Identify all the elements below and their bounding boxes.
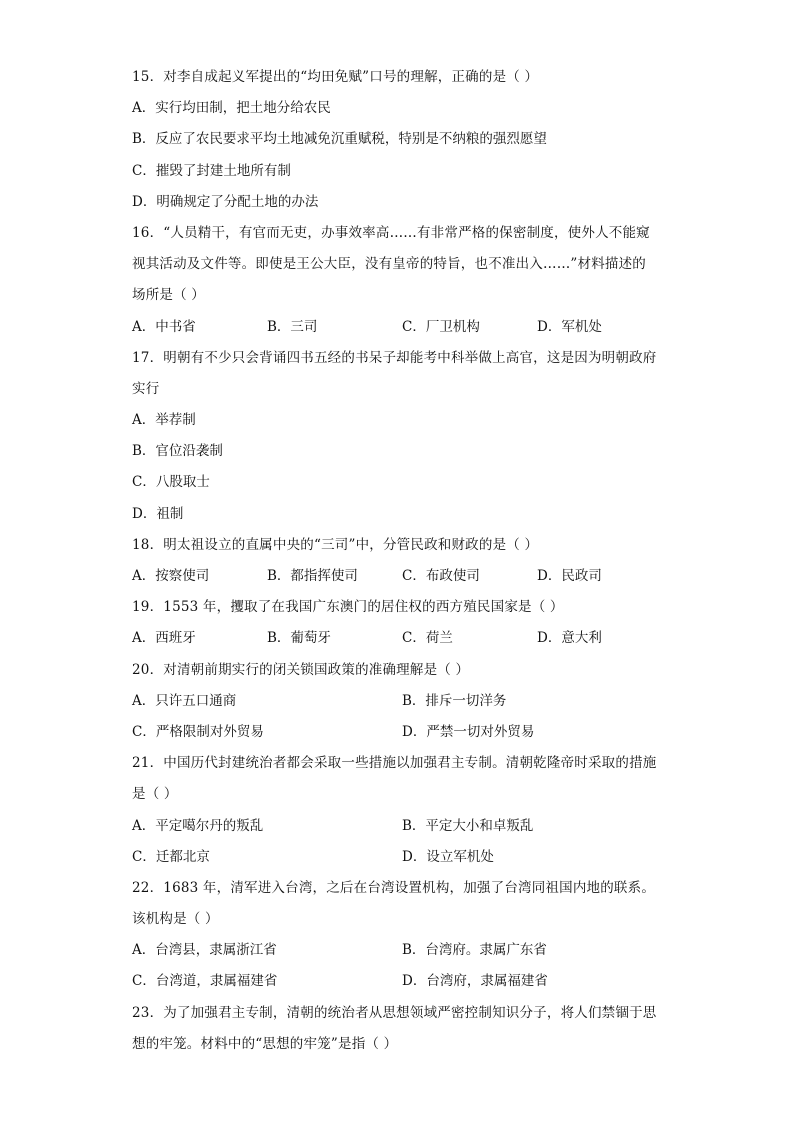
answer-option: B．平定大小和卓叛乱 (402, 817, 534, 834)
answer-option: A．平定噶尔丹的叛乱 (132, 817, 264, 834)
answer-option: D．祖制 (132, 505, 184, 522)
question-stem-line: 20．对清朝前期实行的闭关锁国政策的准确理解是（ ） (132, 661, 470, 678)
options-row (132, 717, 672, 748)
answer-option: C．严格限制对外贸易 (132, 723, 264, 740)
answer-option: A．实行均田制，把土地分给农民 (132, 100, 331, 117)
question-block (132, 343, 672, 530)
options-row (132, 935, 672, 966)
question-block (132, 218, 672, 343)
question-block (132, 873, 672, 998)
question-block (132, 998, 672, 1060)
answer-option: D．民政司 (537, 568, 602, 584)
answer-option: D．严禁一切对外贸易 (402, 723, 535, 740)
question-stem-line: 视其活动及文件等。即使是王公大臣，没有皇帝的特旨，也不准出入……”材料描述的 (132, 256, 647, 273)
question-stem-line: 18．明太祖设立的直属中央的“三司”中，分管民政和财政的是（ ） (132, 536, 539, 553)
question-stem-line: 15．对李自成起义军提出的“均田免赋”口号的理解，正确的是（ ） (132, 69, 539, 85)
question-stem-line: 是（ ） (132, 786, 178, 803)
question-stem-line: 实行 (132, 380, 160, 397)
question-stem-line: 23．为了加强君主专制，清朝的统治者从思想领域严密控制知识分子，将人们禁锢于思 (132, 1004, 657, 1021)
answer-option: C．台湾道，隶属福建省 (132, 973, 278, 990)
answer-option: D．意大利 (537, 630, 602, 647)
answer-option: B．葡萄牙 (267, 630, 331, 647)
answer-option: D．明确规定了分配土地的办法 (132, 193, 319, 210)
answer-option: C．迁都北京 (132, 848, 210, 865)
answer-option: C．厂卫机构 (402, 318, 480, 335)
question-block (132, 530, 672, 592)
question-block (132, 592, 672, 654)
answer-option: B．官位沿袭制 (132, 443, 223, 460)
answer-option: D．设立军机处 (402, 848, 494, 865)
question-block (132, 655, 672, 749)
options-row (132, 811, 672, 842)
answer-option: A．西班牙 (132, 630, 196, 647)
answer-option: A．中书省 (132, 318, 196, 335)
question-block (132, 748, 672, 873)
options-row (132, 561, 672, 592)
answer-option: C．荷兰 (402, 630, 453, 647)
answer-option: A．举荐制 (132, 412, 196, 429)
question-sheet (132, 62, 672, 1060)
question-stem-line: 该机构是（ ） (132, 911, 219, 928)
answer-option: B．都指挥使司 (267, 568, 358, 584)
options-row (132, 842, 672, 873)
question-stem-line: 想的牢笼。材料中的“思想的牢笼”是指（ ） (132, 1035, 398, 1052)
answer-option: C．布政使司 (402, 568, 480, 584)
answer-option: D．军机处 (537, 318, 602, 335)
answer-option: A．只许五口通商 (132, 692, 237, 709)
answer-option: C．摧毁了封建土地所有制 (132, 162, 291, 179)
question-stem-line: 场所是（ ） (132, 287, 205, 304)
answer-option: A．按察使司 (132, 568, 210, 584)
answer-option: A．台湾县，隶属浙江省 (132, 942, 277, 959)
question-stem-line: 19．1553 年，攫取了在我国广东澳门的居住权的西方殖民国家是（ ） (132, 599, 564, 616)
question-stem-line: 21．中国历代封建统治者都会采取一些措施以加强君主专制。清朝乾隆帝时采取的措施 (132, 755, 657, 772)
question-stem-line: 16．“人员精干，有官而无吏，办事效率高……有非常严格的保密制度，使外人不能窥 (132, 224, 650, 241)
options-row (132, 686, 672, 717)
answer-option: C．八股取士 (132, 474, 210, 491)
question-block (132, 62, 672, 218)
answer-option: B．台湾府。隶属广东省 (402, 942, 547, 959)
answer-option: D．台湾府，隶属福建省 (402, 973, 548, 990)
answer-option: B．三司 (267, 318, 318, 335)
question-stem-line: 22．1683 年，清军进入台湾，之后在台湾设置机构，加强了台湾同祖国内地的联系。 (132, 879, 656, 896)
options-row (132, 623, 672, 654)
answer-option: B．排斥一切洋务 (402, 692, 507, 709)
options-row (132, 312, 672, 343)
question-stem-line: 17．明朝有不少只会背诵四书五经的书呆子却能考中科举做上高官，这是因为明朝政府 (132, 349, 657, 366)
answer-option: B．反应了农民要求平均土地减免沉重赋税，特别是不纳粮的强烈愿望 (132, 131, 547, 148)
options-row (132, 966, 672, 997)
